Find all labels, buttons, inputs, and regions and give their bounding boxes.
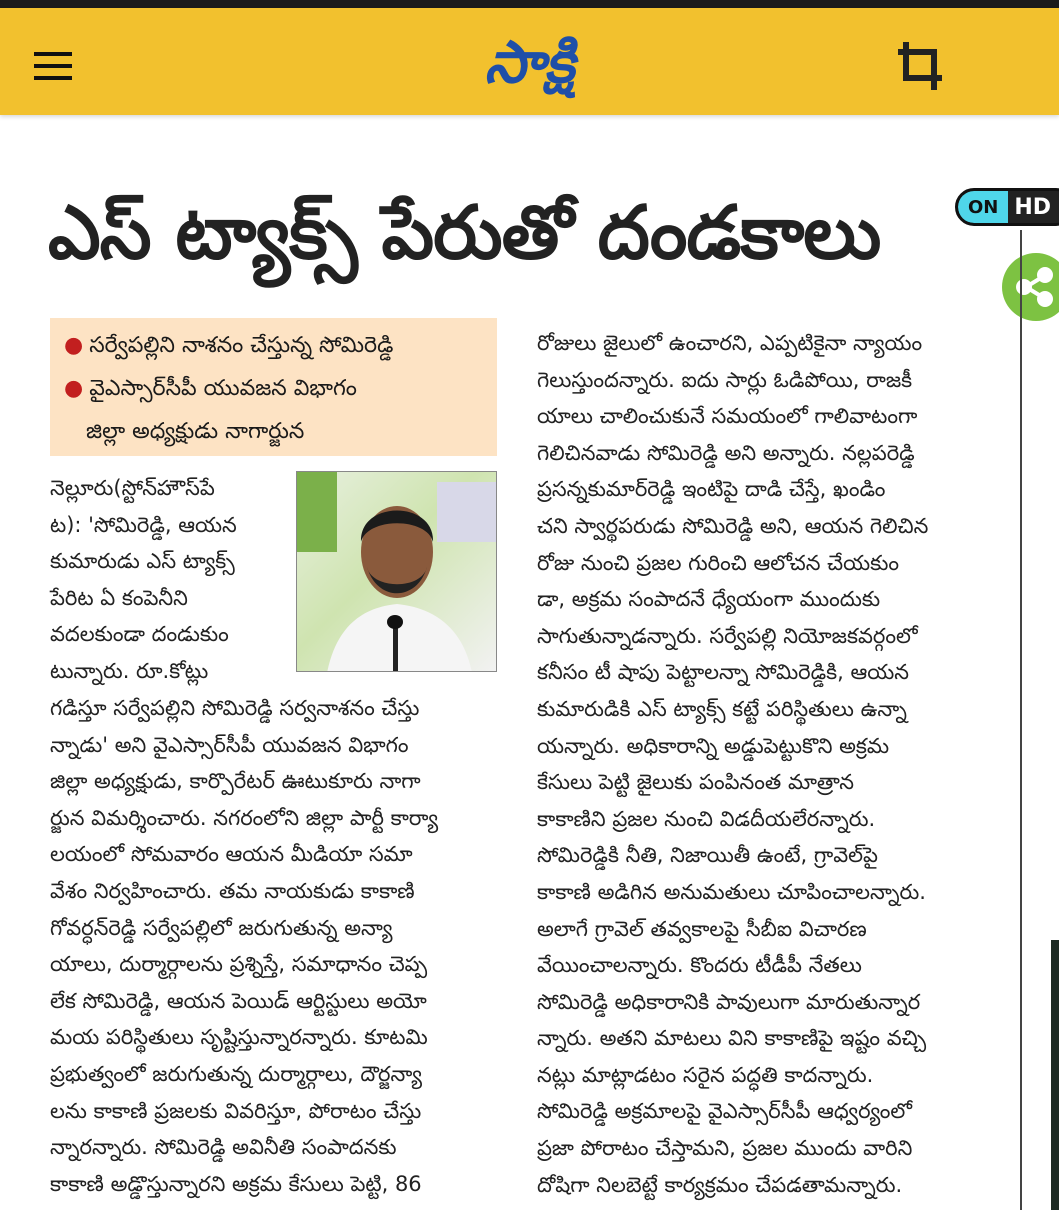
body-line: వదలకుండా దండుకుం: [50, 622, 229, 647]
body-line: దోషిగా నిలబెట్టే కార్యక్రమం చేపడతామన్నారు.: [537, 1172, 903, 1197]
body-line: లను కాకాణి ప్రజలకు వివరిస్తూ, పోరాటం చేస్తు: [50, 1098, 422, 1123]
body-line: యాలు, దుర్మార్గాలను ప్రశ్నిస్తే, సమాధానం చెప్ప: [50, 952, 428, 977]
status-bar: [0, 0, 1059, 8]
body-line: ప్రభుత్వంలో జరుగుతున్న దుర్మార్గాలు, దౌర్జన్యా: [50, 1061, 422, 1086]
body-line: నట్లు మాట్లాడటం సరైన పద్ధతి కాదన్నారు.: [537, 1062, 874, 1087]
body-line: న్నారు. అతని మాటలు విని కాకాణిపై ఇష్టం వచ్చి: [537, 1026, 927, 1051]
body-line: రోజు నుంచి ప్రజల గురించి ఆలోచన చేయకుం: [537, 550, 900, 575]
body-line: వేయించాలన్నారు. కొందరు టీడీపీ నేతలు: [537, 953, 862, 978]
body-line: కుమారుడు ఎస్ ట్యాక్స్: [50, 549, 235, 574]
body-line: కుమారుడికి ఎస్ ట్యాక్స్ కట్టే పరిస్థితులు ఉన్నా: [537, 696, 907, 721]
highlight-item: ● వైఎస్సార్‌సీపీ యువజన విభాగం: [64, 376, 357, 401]
hd-toggle-on: ON: [958, 191, 1008, 223]
article-headline: ఎస్ ట్యాక్స్ పేరుతో దండకాలు: [48, 190, 881, 276]
body-line: నెల్లూరు(స్టోన్‌హౌస్‌పే: [50, 476, 215, 500]
hd-toggle[interactable]: [955, 188, 1059, 226]
body-line: కాకాణి అడ్డొస్తున్నారని అక్రమ కేసులు పెట్టి, 86: [50, 1171, 422, 1196]
body-line: గెలుస్తుందన్నారు. ఐదు సార్లు ఓడిపోయి, రాజకీ: [537, 367, 913, 392]
body-line: యన్నారు. అధికారాన్ని అడ్డుపెట్టుకొని అక్రమ: [537, 733, 890, 758]
body-line: జిల్లా అధ్యక్షుడు, కార్పొరేటర్ ఊటుకూరు నాగా: [50, 769, 421, 794]
body-line: ర్జున విమర్శించారు. నగరంలోని జిల్లా పార్టీ కార్యా: [50, 805, 439, 830]
body-line: డా, అక్రమ సంపాదనే ధ్యేయంగా ముందుకు: [537, 587, 881, 612]
body-line: సోమిరెడ్డి అక్రమాలపై వైఎస్సార్‌సీపీ ఆధ్వర్యంలో: [537, 1099, 913, 1124]
body-line: కేసులు పెట్టి జైలుకు పంపినంత మాత్రాన: [537, 770, 854, 795]
body-line: యాలు చాలించుకునే సమయంలో గాలివాటంగా: [537, 404, 918, 429]
highlight-item: ● సర్వేపల్లిని నాశనం చేస్తున్న సోమిరెడ్డి: [64, 333, 394, 358]
hd-toggle-label: HD: [1014, 194, 1052, 220]
body-line: న్నాడు' అని వైఎస్సార్‌సీపీ యువజన విభాగం: [50, 732, 409, 757]
body-line: పేరిట ఏ కంపెనీని: [50, 585, 188, 610]
app-header: [0, 8, 1059, 115]
body-line: సోమిరెడ్డి అధికారానికి పావులుగా మారుతున్నార: [537, 989, 921, 1014]
sakshi-logo: సాక్షి: [484, 28, 575, 96]
body-line: సోమిరెడ్డికి నీతి, నిజాయితీ ఉంటే, గ్రావెల్‌పై: [537, 843, 878, 868]
highlight-item: జిల్లా అధ్యక్షుడు నాగార్జున: [86, 419, 305, 444]
right-column: [537, 325, 990, 1203]
left-column-narrow: [50, 470, 290, 690]
body-line: చని స్వార్థపరుడు సోమిరెడ్డి అని, ఆయన గెలిచిన: [537, 513, 929, 538]
share-button[interactable]: [1002, 253, 1059, 321]
body-line: కనీసం టీ షాపు పెట్టాలన్నా సోమిరెడ్డికి, ఆయన: [537, 660, 909, 685]
article-photo: [296, 471, 497, 672]
body-line: సాగుతున్నాడన్నారు. సర్వేపల్లి నియోజకవర్గంలో: [537, 623, 918, 648]
adjacent-article-edge: [1052, 330, 1059, 930]
body-line: రోజులు జైలులో ఉంచారని, ఎప్పటికైనా న్యాయం: [537, 331, 923, 355]
body-line: గోవర్ధన్‌రెడ్డి సర్వేపల్లిలో జరుగుతున్న అన్యా: [50, 915, 393, 940]
body-line: కాకాణిని ప్రజల నుంచి విడదీయలేరన్నారు.: [537, 806, 876, 831]
body-line: మయ పరిస్థితులు సృష్టిస్తున్నారన్నారు. కూటమి: [50, 1025, 428, 1050]
body-line: లేక సోమిరెడ్డి, ఆయన పెయిడ్ ఆర్టిస్టులు అయో: [50, 988, 427, 1013]
left-column: [50, 690, 497, 1202]
column-divider: [1020, 230, 1022, 1210]
highlights-box: [50, 318, 497, 456]
body-line: లయంలో సోమవారం ఆయన మీడియా సమా: [50, 842, 413, 867]
body-line: గడిస్తూ సర్వేపల్లిని సోమిరెడ్డి సర్వనాశనం చేస్తు: [50, 696, 420, 720]
body-line: న్నారన్నారు. సోమిరెడ్డి అవినీతి సంపాదనకు: [50, 1135, 397, 1160]
body-line: అలాగే గ్రావెల్ తవ్వకాలపై సీబీఐ విచారణ: [537, 916, 867, 941]
body-line: గెలిచినవాడు సోమిరెడ్డి అని అన్నారు. నల్లపరెడ్డి: [537, 440, 915, 465]
person-photo: [297, 472, 497, 672]
share-icon: [1002, 253, 1059, 321]
adjacent-article-image: [1051, 940, 1059, 1210]
body-line: వేశం నిర్వహించారు. తమ నాయకుడు కాకాణి: [50, 878, 415, 903]
body-line: కాకాణి అడిగిన అనుమతులు చూపించాలన్నారు.: [537, 879, 926, 904]
body-line: టున్నారు. రూ.కోట్లు: [50, 658, 209, 683]
body-line: ప్రజా పోరాటం చేస్తామని, ప్రజల ముందు వారిని: [537, 1136, 913, 1161]
body-line: ప్రసన్నకుమార్‌రెడ్డి ఇంటిపై దాడి చేస్తే, ఖండిం: [537, 477, 886, 502]
body-line: ట): 'సోమిరెడ్డి, ఆయన: [50, 512, 237, 537]
crop-icon[interactable]: [896, 40, 946, 92]
